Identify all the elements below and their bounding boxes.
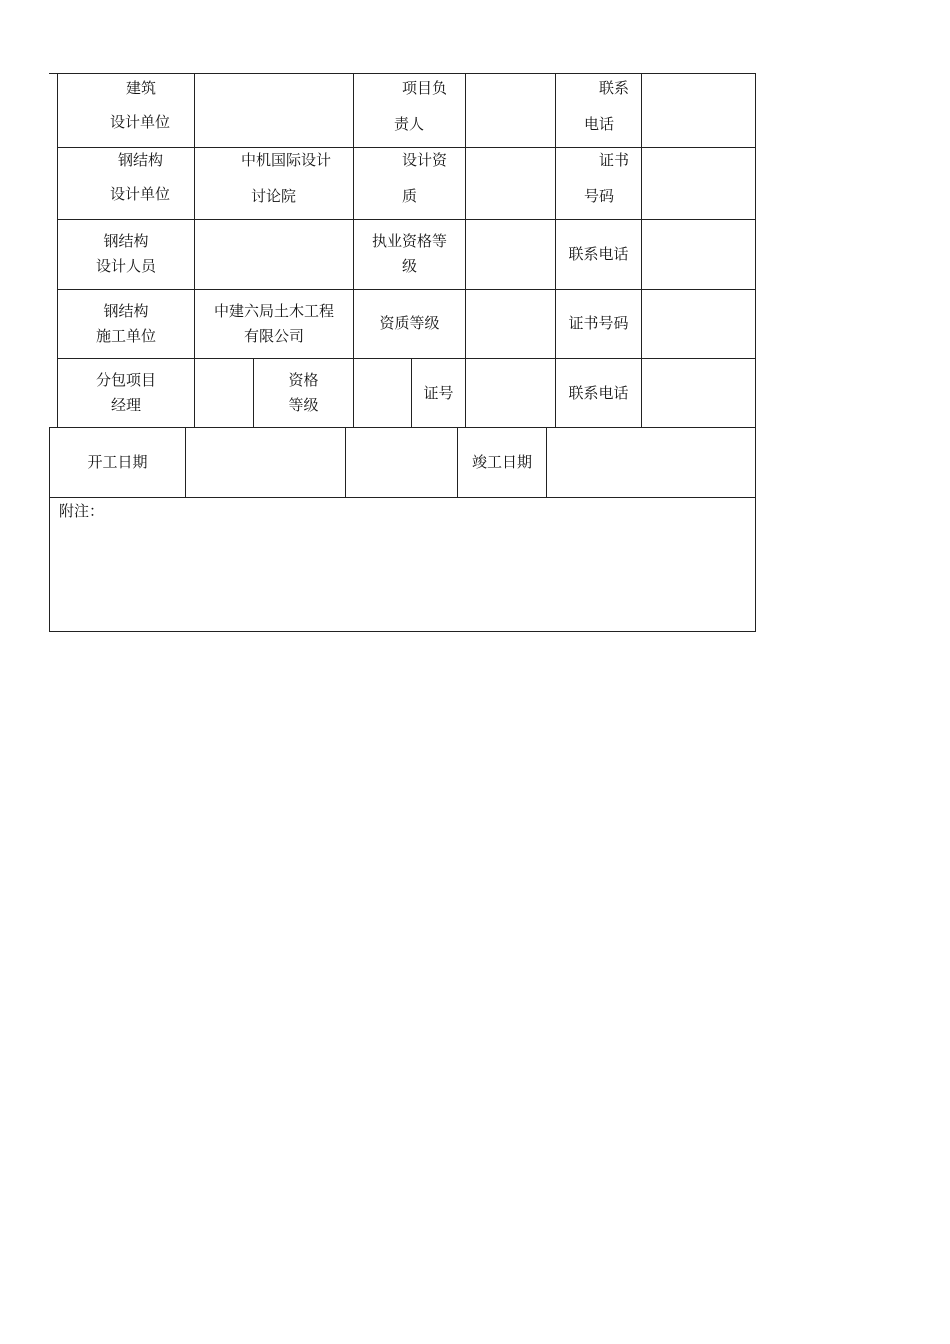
- value-certificate-number-2[interactable]: [641, 289, 756, 359]
- value-qualification-grade[interactable]: [465, 289, 556, 359]
- label-qualification-grade: 资质等级: [353, 289, 466, 359]
- value-completion-date[interactable]: [546, 427, 756, 498]
- value-contact-phone[interactable]: [641, 73, 756, 148]
- label-certificate-number-2: 证书号码: [555, 289, 642, 359]
- label-architectural-design-unit: 建筑 设计单位: [57, 73, 195, 148]
- label-certificate-no: 证号: [411, 358, 466, 428]
- blank-cell[interactable]: [345, 427, 458, 498]
- label-start-date: 开工日期: [49, 427, 186, 498]
- value-steel-design-unit[interactable]: 中机国际设计 讨论院: [194, 147, 354, 220]
- label-steel-designers: 钢结构 设计人员: [57, 219, 195, 290]
- value-project-leader[interactable]: [465, 73, 556, 148]
- value-certificate-no[interactable]: [465, 358, 556, 428]
- value-architectural-design-unit[interactable]: [194, 73, 354, 148]
- label-contact-phone-3: 联系电话: [555, 358, 642, 428]
- notes-box[interactable]: [49, 497, 756, 632]
- label-contact-phone-2: 联系电话: [555, 219, 642, 290]
- label-completion-date: 竣工日期: [457, 427, 547, 498]
- value-steel-contractor[interactable]: 中建六局土木工程 有限公司: [194, 289, 354, 359]
- label-steel-design-unit: 钢结构 设计单位: [57, 147, 195, 220]
- label-certificate-number: 证书 号码: [555, 147, 642, 220]
- value-contact-phone-3[interactable]: [641, 358, 756, 428]
- value-contact-phone-2[interactable]: [641, 219, 756, 290]
- notes-label: 附注：: [59, 502, 105, 520]
- label-subcontract-project-manager: 分包项目 经理: [57, 358, 195, 428]
- label-steel-contractor: 钢结构 施工单位: [57, 289, 195, 359]
- value-steel-designers[interactable]: [194, 219, 354, 290]
- label-practice-qualification-grade: 执业资格等 级: [353, 219, 466, 290]
- value-qualification-level[interactable]: [353, 358, 412, 428]
- value-subcontract-project-manager[interactable]: [194, 358, 254, 428]
- value-design-qualification[interactable]: [465, 147, 556, 220]
- value-practice-qualification-grade[interactable]: [465, 219, 556, 290]
- label-design-qualification: 设计资 质: [353, 147, 466, 220]
- label-contact-phone: 联系 电话: [555, 73, 642, 148]
- value-certificate-number[interactable]: [641, 147, 756, 220]
- label-project-leader: 项目负 责人: [353, 73, 466, 148]
- value-start-date[interactable]: [185, 427, 346, 498]
- label-qualification-level: 资格 等级: [253, 358, 354, 428]
